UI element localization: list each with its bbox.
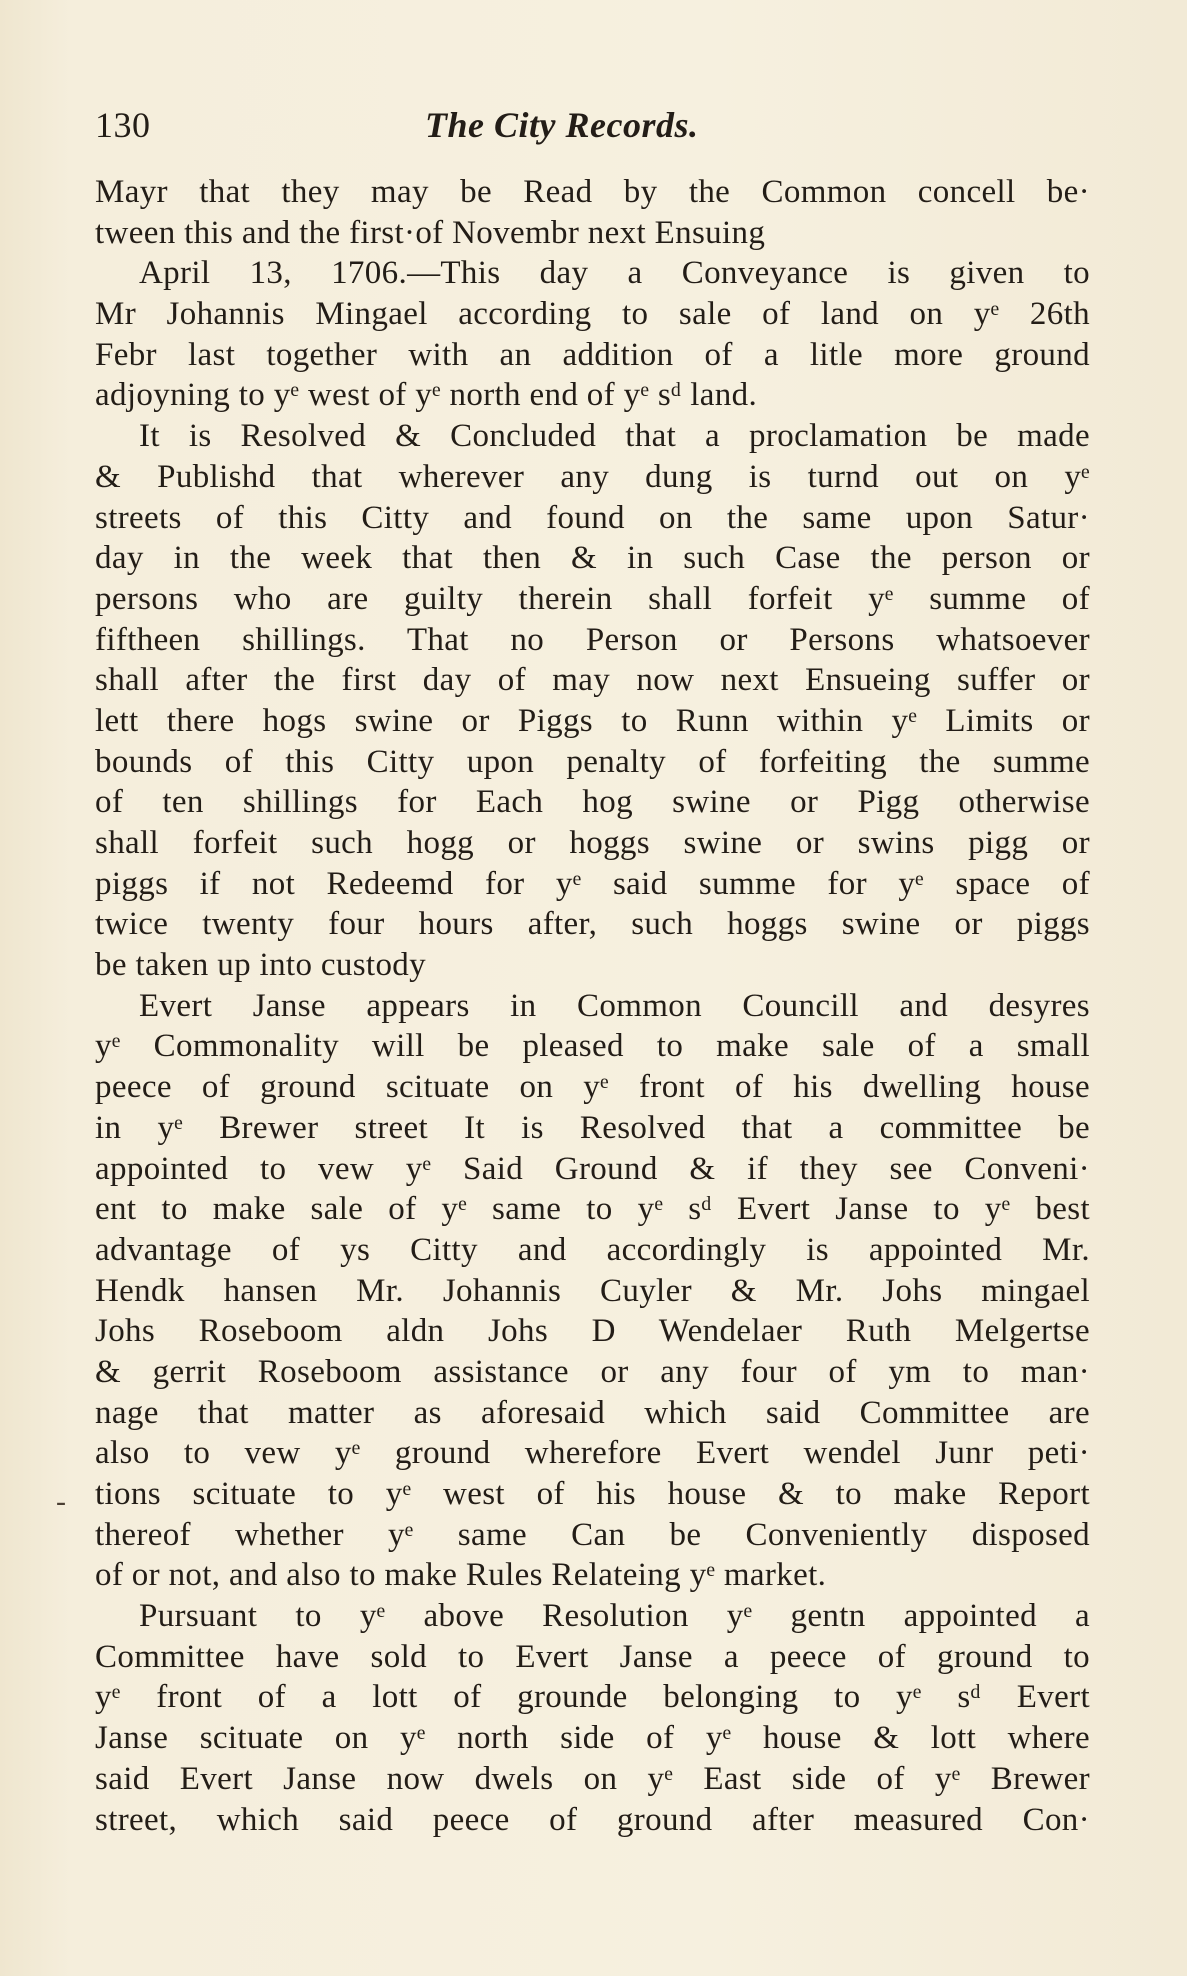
text-line: It is Resolved & Concluded that a proclamation be made: [139, 418, 1090, 455]
text-line: Johs Roseboom aldn Johs D Wendelaer Ruth Melgertse: [95, 1313, 1090, 1350]
text-line: tions scituate to yᵉ west of his house & to make Report: [95, 1476, 1090, 1512]
text-line: of or not, and also to make Rules Relateing yᵉ market.: [95, 1557, 827, 1594]
text-line: Hendk hansen Mr. Johannis Cuyler & Mr. Johs mingael: [95, 1272, 1090, 1309]
text-line: nage that matter as aforesaid which said Committee are: [95, 1394, 1090, 1431]
text-line: Mr Johannis Mingael according to sale of land on yᵉ 26th: [95, 296, 1090, 333]
text-line: Janse scituate on yᵉ north side of yᵉ house & lott where: [95, 1720, 1090, 1757]
text-line: Committee have sold to Evert Janse a peece of ground to: [95, 1638, 1090, 1675]
text-line: tween this and the first·of Novembr next Ensuing: [95, 214, 766, 251]
text-line: yᵉ front of a lott of grounde belonging to yᵉ sᵈ Evert: [95, 1679, 1090, 1716]
text-line: appointed to vew yᵉ Said Ground & if they see Conveni·: [95, 1150, 1090, 1187]
text-line: bounds of this Citty upon penalty of forfeiting the summe: [95, 743, 1090, 780]
text-line: said Evert Janse now dwels on yᵉ East side of yᵉ Brewer: [95, 1760, 1090, 1797]
body-text: [95, 172, 1090, 1840]
text-line: street, which said peece of ground after measured Con·: [95, 1801, 1090, 1838]
text-line: advantage of ys Citty and accordingly is appointed Mr.: [95, 1231, 1090, 1268]
text-line: also to vew yᵉ ground wherefore Evert wendel Junr peti·: [95, 1435, 1090, 1472]
margin-mark: -: [56, 1485, 66, 1518]
text-line: peece of ground scituate on yᵉ front of his dwelling house: [95, 1069, 1090, 1106]
text-line: persons who are guilty therein shall forfeit yᵉ summe of: [95, 580, 1090, 617]
text-line: piggs if not Redeemd for yᵉ said summe for yᵉ space of: [95, 865, 1090, 902]
text-line: day in the week that then & in such Case the person or: [95, 540, 1090, 577]
text-line: fiftheen shillings. That no Person or Persons whatsoever: [95, 621, 1090, 658]
text-line: thereof whether yᵉ same Can be Conveniently disposed: [95, 1516, 1090, 1553]
text-line: April 13, 1706.—This day a Conveyance is given to: [139, 255, 1090, 292]
page-number: 130: [95, 105, 151, 145]
text-line: & gerrit Roseboom assistance or any four of ym to man·: [95, 1353, 1090, 1390]
text-line: Pursuant to yᵉ above Resolution yᵉ gentn appointed a: [139, 1598, 1090, 1635]
running-head: [95, 100, 775, 160]
text-line: & Publishd that wherever any dung is turnd out on yᵉ: [95, 458, 1090, 495]
running-title: The City Records.: [425, 105, 699, 145]
text-line: Mayr that they may be Read by the Common concell be·: [95, 174, 1090, 210]
text-line: Febr last together with an addition of a litle more ground: [95, 336, 1090, 373]
text-line: of ten shillings for Each hog swine or Pigg otherwise: [95, 784, 1090, 821]
text-line: Evert Janse appears in Common Councill and desyres: [139, 987, 1090, 1024]
text-line: shall after the first day of may now next Ensueing suffer or: [95, 662, 1090, 699]
text-line: lett there hogs swine or Piggs to Runn within yᵉ Limits or: [95, 702, 1090, 739]
text-line: in yᵉ Brewer street It is Resolved that a committee be: [95, 1109, 1090, 1146]
text-line: twice twenty four hours after, such hoggs swine or piggs: [95, 906, 1090, 943]
text-line: be taken up into custody: [95, 947, 427, 984]
text-line: shall forfeit such hogg or hoggs swine or swins pigg or: [95, 825, 1090, 861]
text-line: yᵉ Commonality will be pleased to make sale of a small: [95, 1028, 1090, 1065]
text-line: ent to make sale of yᵉ same to yᵉ sᵈ Evert Janse to yᵉ best: [95, 1191, 1090, 1228]
text-line: adjoyning to yᵉ west of yᵉ north end of yᵉ sᵈ land.: [95, 377, 758, 414]
text-line: streets of this Citty and found on the same upon Satur·: [95, 499, 1090, 536]
